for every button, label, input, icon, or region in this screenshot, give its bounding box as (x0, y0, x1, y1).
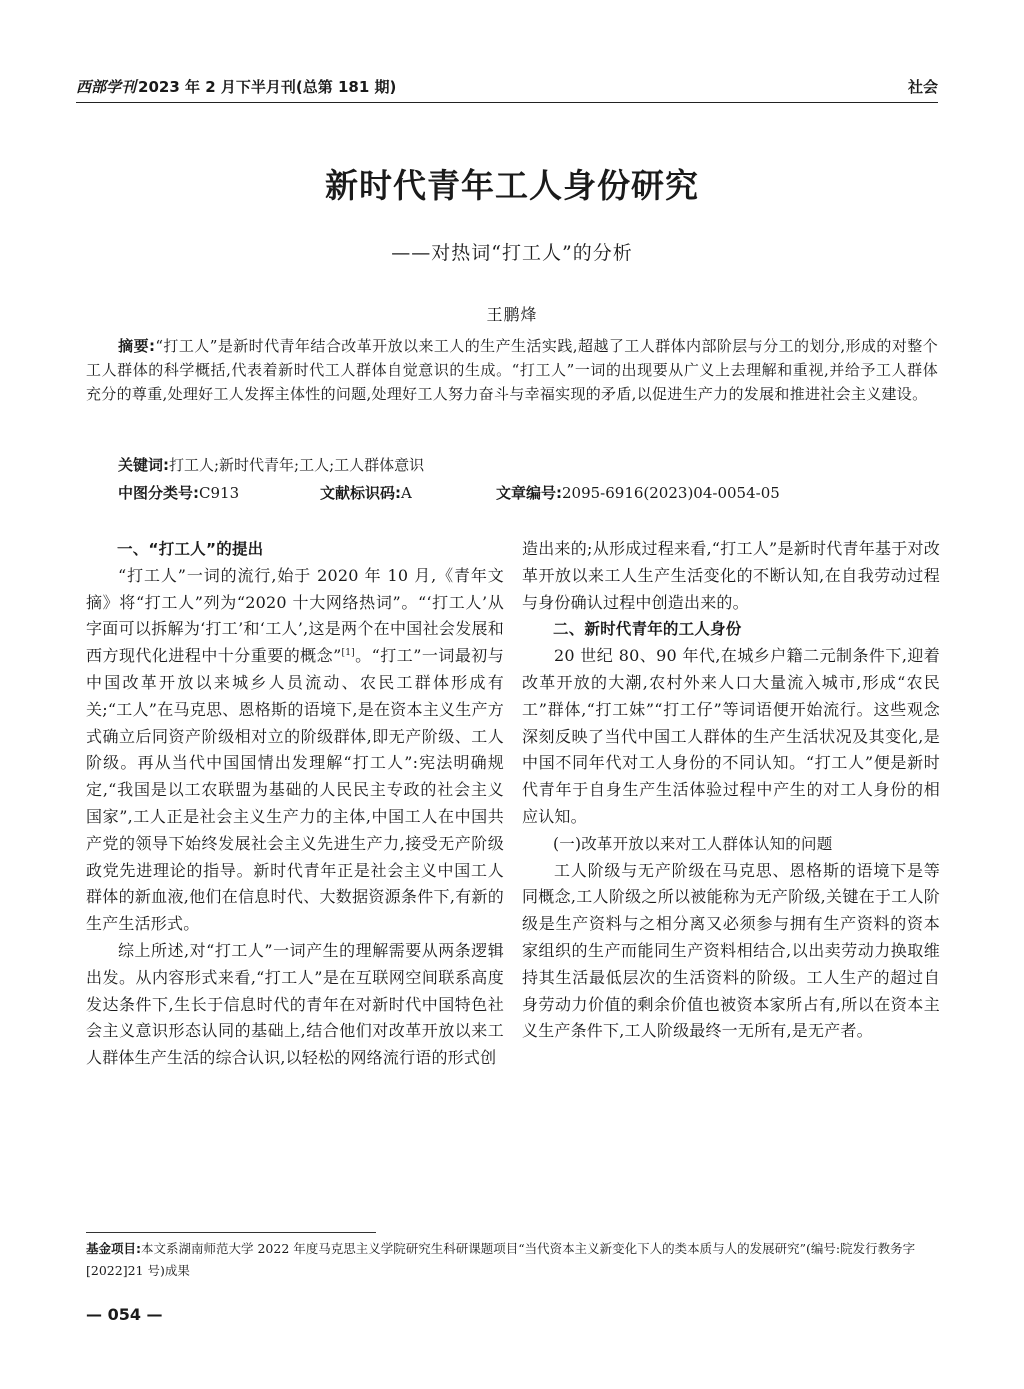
journal-issue (76, 76, 396, 97)
keywords (118, 454, 918, 475)
paragraph-1 (86, 563, 504, 938)
paragraph-1-cont: 。“打工”一词最初与中国改革开放以来城乡人员流动、农民工群体形成有关;“工人”在马克思、恩格斯的语境下,是在资本主义生产方式确立后同资产阶级相对立的阶级群体,即无产阶级、工人阶级。再从当代中国国情出发理解“打工人”:宪法明确规定,“我国是以工农联盟为基础的人民民主专政的社会主义国家”,工人正是社会主义生产力的主体,中国工人在中国共产党的领导下始终发展社会主义先进生产力,接受无产阶级政党先进理论的指导。新时代青年正是社会主义中国工人群体的新血液,他们在信息时代、大数据资源条件下,有新的生产生活形式。 (86, 646, 504, 934)
fund-label: 基金项目: (86, 1241, 141, 1256)
section-heading-1: 一、“打工人”的提出 (117, 540, 264, 558)
article-no-label: 文章编号: (496, 484, 562, 502)
article-subtitle: ——对热词“打工人”的分析 (391, 242, 633, 264)
article-title: 新时代青年工人身份研究 (325, 166, 699, 205)
running-header (76, 70, 938, 100)
paragraph-3: 20 世纪 80、90 年代,在城乡户籍二元制条件下,迎着改革开放的大潮,农村外来人口大量流入城市,形成“农民工”群体,“打工妹”“打工仔”等词语便开始流行。这些观念深刻反映了当代中国工人群体的生产生活状况及其变化,是中国不同年代对工人身份的不同认知。“打工人”便是新时代青年于自身生产生活体验过程中产生的对工人身份的相应认知。 (522, 646, 940, 826)
abstract-text: “打工人”是新时代青年结合改革开放以来工人的生产生活实践,超越了工人群体内部阶层与分工的划分,形成的对整个工人群体的科学概括,代表着新时代工人群体自觉意识的生成。“打工人”一词的出现要从广义上去理解和重视,并给予工人群体充分的尊重,处理好工人发挥主体性的问题,处理好工人努力奋斗与幸福实现的矛盾,以促进生产力的发展和推进社会主义建设。 (86, 337, 939, 404)
abstract (86, 334, 938, 407)
footnote-rule (86, 1232, 376, 1233)
fund-note (86, 1238, 938, 1282)
clc-value: C913 (199, 484, 240, 502)
article-no-value: 2095-6916(2023)04-0054-05 (562, 484, 780, 502)
body-column-left (86, 536, 504, 1072)
header-rule (76, 102, 938, 103)
paragraph-2: 综上所述,对“打工人”一词产生的理解需要从两条逻辑出发。从内容形式来看,“打工人”是在互联网空间联系高度发达条件下,生长于信息时代的青年在对新时代中国特色社会主义意识形态认同的基础上,结合他们对改革开放以来工人群体生产生活的综合认识,以轻松的网络流行语的形式创 (86, 940, 504, 1068)
keywords-text: 打工人;新时代青年;工人;工人群体意识 (169, 456, 425, 474)
fund-text: 本文系湖南师范大学 2022 年度马克思主义学院研究生科研课题项目“当代资本主义新变化下人的类本质与人的发展研究”(编号:院发行教务字[2022]21 号)成果 (86, 1241, 916, 1278)
paragraph-2-cont: 造出来的;从形成过程来看,“打工人”是新时代青年基于对改革开放以来工人生产生活变化的不断认知,在自我劳动过程与身份确认过程中创造出来的。 (522, 539, 940, 612)
paragraph-1-text: “打工人”一词的流行,始于 2020 年 10 月,《青年文摘》将“打工人”列为“2020 十大网络热词”。“‘打工人’从字面可以拆解为‘打工’和‘工人’,这是两个在中国社会发展和西方现代化进程中十分重要的概念” (86, 565, 504, 666)
body-column-right (522, 536, 940, 1045)
abstract-label: 摘要: (118, 337, 156, 355)
paragraph-4: 工人阶级与无产阶级在马克思、恩格斯的语境下是等同概念,工人阶级之所以被能称为无产阶级,关键在于工人阶级是生产资料与之相分离又必须参与拥有生产资料的资本家组织的生产而能同生产资料相结合,以出卖劳动力换取维持其生活最低层次的生活资料的阶级。工人生产的超过自身劳动力价值的剩余价值也被资本家所占有,所以在资本主义生产条件下,工人阶级最终一无所有,是无产者。 (522, 860, 940, 1041)
page-number: — 054 — (86, 1305, 163, 1324)
clc-label: 中图分类号: (118, 484, 199, 502)
section-label: 社会 (907, 78, 938, 96)
issue-text: 2023 年 2 月下半月刊(总第 181 期) (138, 78, 397, 96)
journal-logo: 西部学刊 (76, 78, 137, 96)
section-heading-2: 二、新时代青年的工人身份 (553, 620, 742, 639)
doc-code-value: A (401, 484, 412, 502)
citation-1: [1] (341, 648, 355, 659)
author-name: 王鹏烽 (486, 305, 538, 324)
keywords-label: 关键词: (118, 456, 169, 474)
subsection-heading-1: (一)改革开放以来对工人群体认知的问题 (553, 834, 833, 853)
doc-code-label: 文献标识码: (320, 484, 401, 502)
